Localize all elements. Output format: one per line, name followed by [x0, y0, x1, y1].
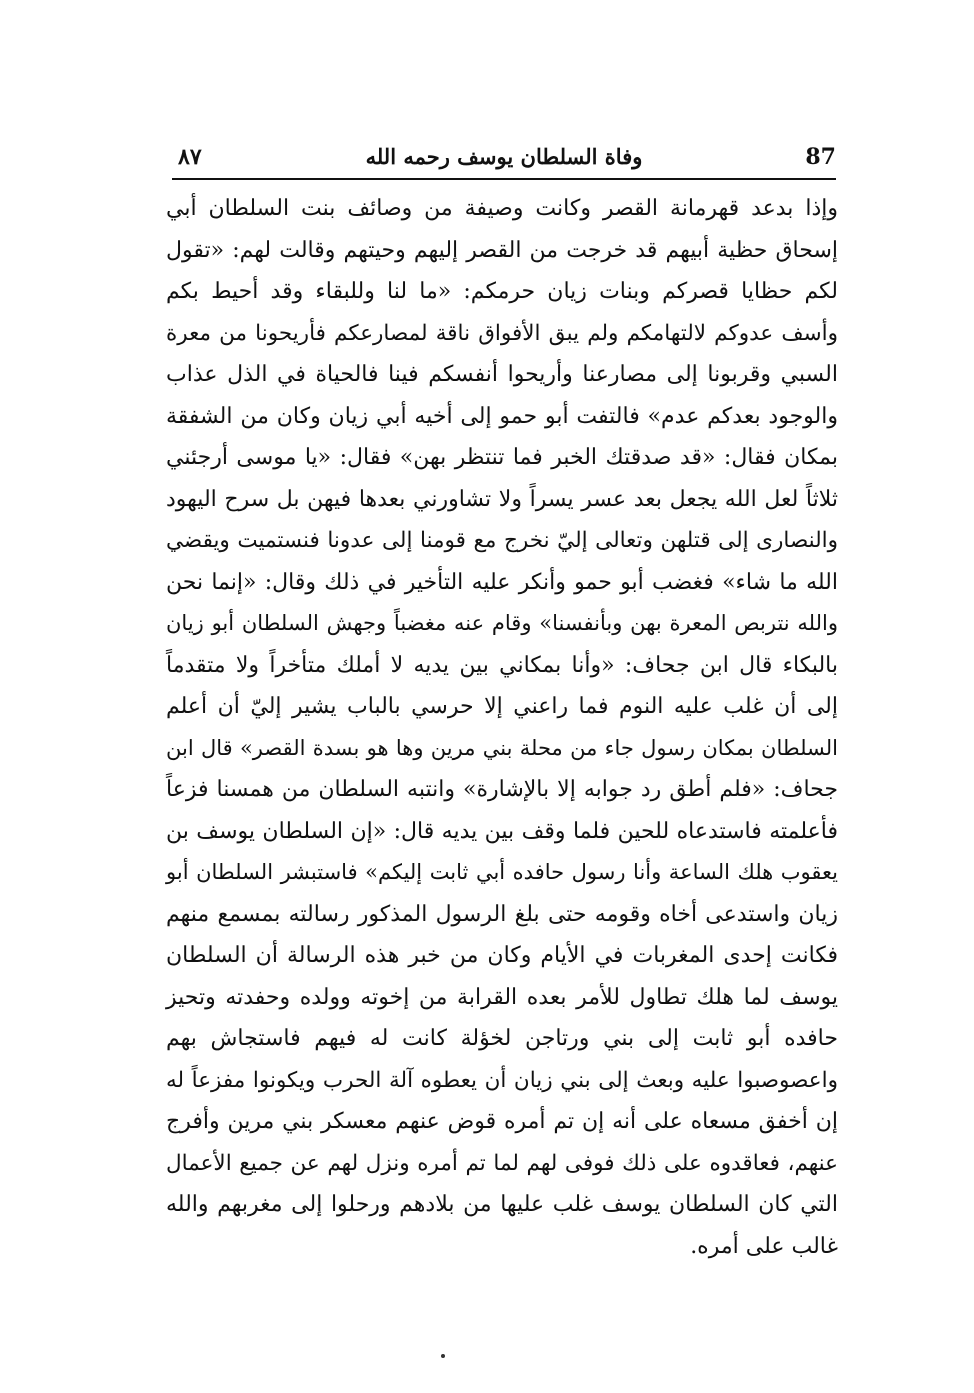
text-line: وإذا بدعد قهرمانة القصر وكانت وصيفة من وصائف بنت السلطان أبي — [166, 196, 838, 221]
text-line: فأعلمته فاستدعاه للحين فلما وقف بين يديه قال: «إن السلطان يوسف بن — [166, 818, 838, 844]
body-text — [166, 188, 838, 1267]
running-title: وفاة السلطان يوسف رحمه الله — [365, 144, 643, 169]
page-number-latin: 87 — [805, 144, 836, 170]
text-line: ثلاثاً لعل الله يجعل بعد عسر يسراً ولا تشاورني بعدها فيهن بل سرح اليهود — [166, 486, 838, 512]
header-rule — [172, 178, 836, 180]
text-line-last: غالب على أمره. — [690, 1233, 838, 1259]
text-line: السلطان بمكان رسول جاء من محلة بني مرين وها هو بسدة القصر» قال ابن — [166, 735, 838, 760]
text-line: التي كان السلطان يوسف غلب عليها من بلادهم ورحلوا إلى مغربهم والله — [166, 1192, 838, 1217]
text-line: الله ما شاء» فغضب أبو حمو وأنكر عليه التأخير في ذلك وقال: «إنما نحن — [166, 569, 838, 595]
page-number-arabic: ٨٧ — [178, 144, 202, 170]
text-line: عنهم، فعاقدوه على ذلك فوفى لهم لما تم أمره ونزل لهم عن جميع الأعمال — [166, 1150, 838, 1176]
text-line: والنصارى إلى قتلهن وتعالى إليّ نخرج مع قومنا إلى عدونا فنستميت ويقضي — [166, 528, 838, 553]
text-line: بالبكاء قال ابن جحاف: «وأنا بمكاني بين يديه لا أملك متأخراً ولا متقدماً — [166, 652, 838, 678]
text-line: جحاف: «فلم أطق رد جوابه إلا بالإشارة» وانتبه السلطان من همسنا فزعاً — [166, 777, 838, 802]
text-line: لكم حظايا قصركم وبنات زيان حرمكم: «ما لنا وللبقاء وقد أحيط بكم — [166, 279, 838, 304]
text-line: فكانت إحدى المغربات في الأيام وكان من خبر هذه الرسالة أن السلطان — [166, 943, 838, 968]
page-header — [172, 140, 836, 180]
text-line: يعقوب هلك الساعة وأنا رسول حافده أبي ثابت إليكم» فاستبشر السلطان أبو — [166, 860, 838, 884]
scan-speck — [441, 1354, 445, 1358]
text-line: إن أخفق مسعاه على أنه إن تم أمره قوض عنهم معسكر بني مرين وأفرج — [166, 1109, 838, 1134]
text-line: واعصوصبوا عليه وبعث إلى بني زيان أن يعطوه آلة الحرب ويكونوا مفزعاً له — [166, 1067, 838, 1093]
text-line: إسحاق حظية أبيهم قد خرجت من القصر إليهم وحيتهم وقالت لهم: «تقول — [166, 237, 838, 263]
text-line: وأسف عدوكم لالتهامكم ولم يبق الأفواق ناقة لمصارعكم فأريحونا من معرة — [166, 320, 838, 346]
text-line: والله نتربص المعرة بهن وبأنفسنا» وقام عنه مغضباً وجهش السلطان أبو زيان — [166, 611, 838, 635]
text-line: السبي وقربونا إلى مصارعنا وأريحوا أنفسكم فينا فالحياة في الذل عذاب — [166, 362, 838, 387]
text-line: حافده أبو ثابت إلى بني ورتاجن لخؤلة كانت له فيهم فاستجاش بهم — [166, 1026, 838, 1051]
text-line: بمكان فقال: «قد صدقتك الخبر فما تنتظر بهن» فقال: «يا موسى أرجئني — [166, 445, 838, 470]
text-line: يوسف لما هلك تطاول للأمر بعده القرابة من إخوته وولده وحفدته وتحيز — [166, 984, 838, 1010]
text-line: والوجود بعدكم عدم» فالتفت أبو حمو إلى أخيه أبي زيان وكان من الشفقة — [166, 403, 838, 429]
text-line: زيان واستدعى أخاه وقومه حتى بلغ الرسول المذكور رسالته بمسمع منهم — [166, 901, 838, 927]
text-line: إلى أن غلب عليه النوم فما راعني إلا حرسي بالباب يشير إليّ أن أعلم — [166, 694, 838, 719]
